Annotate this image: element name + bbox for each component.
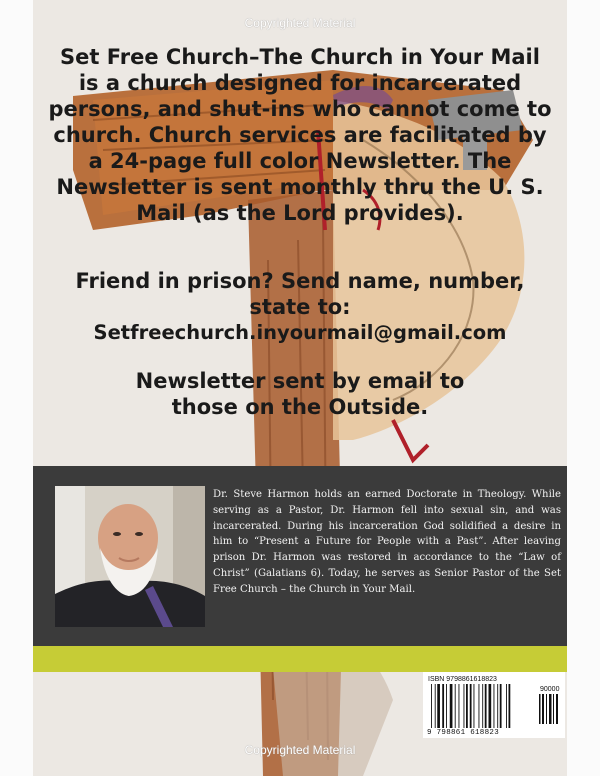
barcode-bar xyxy=(435,684,436,728)
price-barcode-bars xyxy=(539,694,559,724)
barcode-bar xyxy=(485,684,487,728)
isbn-label: ISBN 9798861618823 xyxy=(428,676,497,683)
isbn-barcode xyxy=(423,672,565,738)
ean-barcode-bars xyxy=(431,684,535,728)
contact-email: Setfreechurch.inyourmail@gmail.com xyxy=(93,321,507,344)
barcode-bar xyxy=(466,684,468,728)
barcode-bar xyxy=(431,684,432,728)
barcode-bar xyxy=(500,684,502,728)
copyright-watermark-bottom: Copyrighted Material xyxy=(244,743,356,757)
barcode-bar xyxy=(455,684,456,728)
barcode-bar xyxy=(464,684,465,728)
outside-newsletter-text: Newsletter sent by email to those on the Outside. xyxy=(135,369,465,419)
barcode-bar xyxy=(497,684,498,728)
church-description: Set Free Church–The Church in Your Mail is a church designed for incarcerated persons, and shut-ins who cannot come to church. Church services are facilitated by a 24-page full color Newsletter. The Newsletter is sent monthly thru the U. S. Mail (as the Lord provides). xyxy=(48,45,552,225)
back-cover xyxy=(33,0,567,776)
barcode-bar xyxy=(509,684,511,728)
barcode-bar xyxy=(446,684,447,728)
barcode-bar xyxy=(437,684,440,728)
barcode-bar xyxy=(494,684,495,728)
prison-request-text: Friend in prison? Send name, number, state to: xyxy=(75,269,525,319)
copyright-watermark-top: Copyrighted Material xyxy=(244,16,356,30)
barcode-bar xyxy=(474,684,475,728)
barcode-bar xyxy=(482,684,483,728)
right-margin xyxy=(567,0,600,776)
author-portrait-image xyxy=(55,486,205,627)
barcode-bar xyxy=(470,684,472,728)
author-bio-band xyxy=(33,466,567,646)
left-margin xyxy=(0,0,33,776)
barcode-bar xyxy=(506,684,507,728)
barcode-bar xyxy=(442,684,444,728)
barcode-bar xyxy=(479,684,480,728)
accent-stripe xyxy=(33,646,567,672)
barcode-bar xyxy=(450,684,453,728)
barcode-bar xyxy=(489,684,492,728)
author-bio-text: Dr. Steve Harmon holds an earned Doctorate in Theology. While serving as a Pastor, Dr. Harmon fell into sexual sin, and was incarcerated. During his incarceration God solidified a desire in him to “Present a Future for People with a Past”. After leaving prison Dr. Harmon was restored in accordance to the “Law of Christ” (Galatians 6). Today, he serves as Senior Pastor of the Set Free Church – the Church in Your Mail. xyxy=(213,489,561,595)
price-code-label: 90000 xyxy=(540,686,560,693)
author-photo xyxy=(55,486,205,627)
ean-digits: 9 798861 618823 xyxy=(427,729,500,737)
barcode-bar xyxy=(459,684,460,728)
